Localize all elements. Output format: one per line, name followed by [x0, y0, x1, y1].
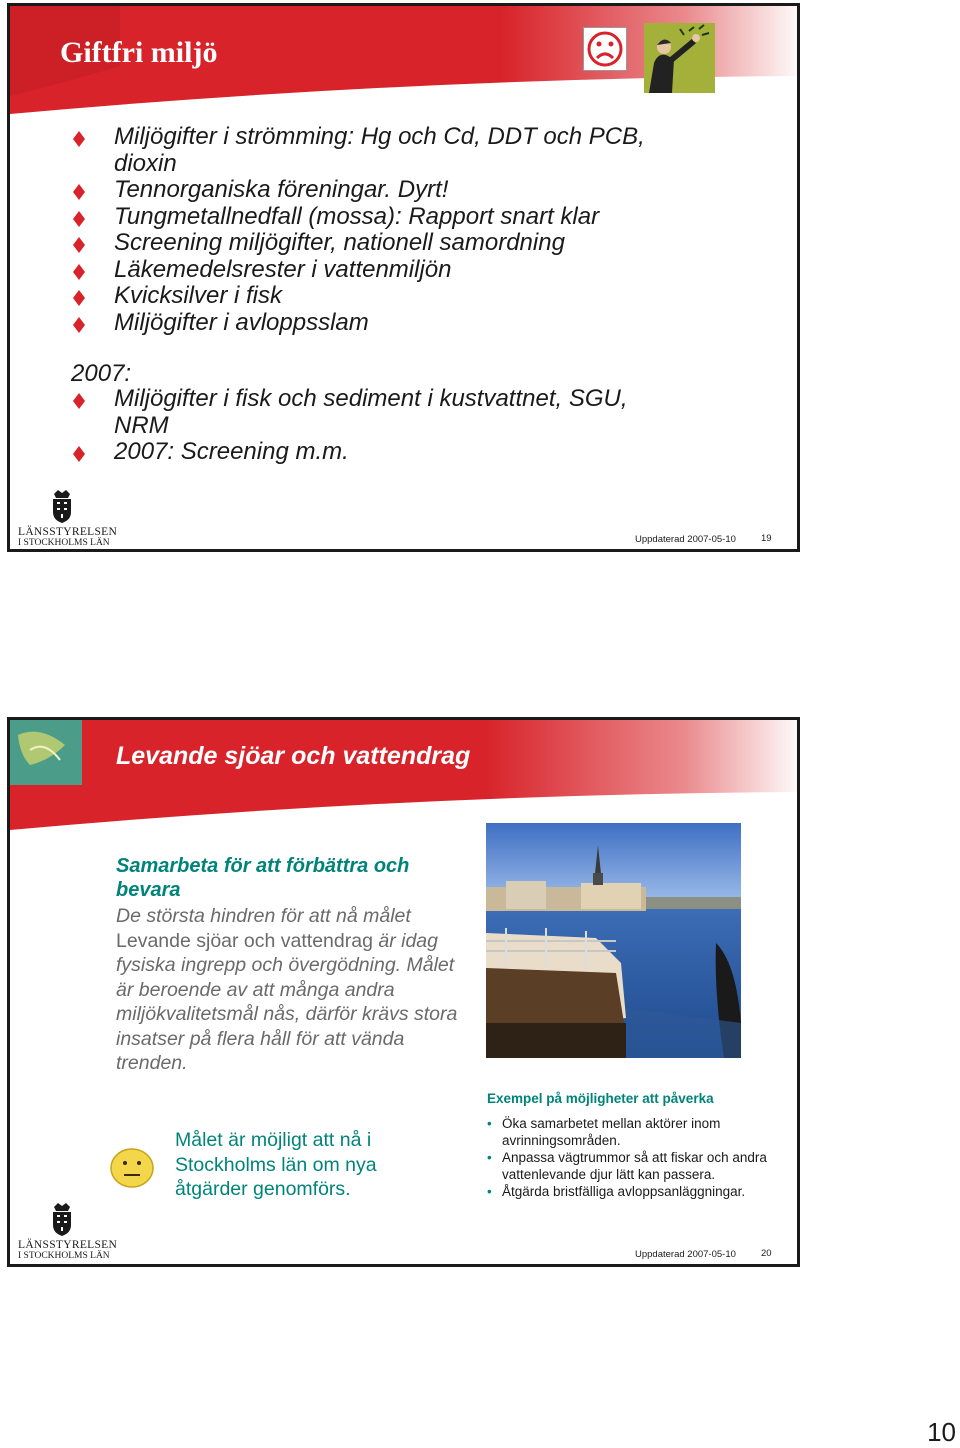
- crown-crest-icon: [50, 1201, 74, 1237]
- diamond-bullet-icon: [73, 264, 85, 280]
- diamond-bullet-icon: [73, 237, 85, 253]
- diamond-bullet-icon: [73, 446, 85, 462]
- stockholm-lake-photo: [486, 823, 741, 1058]
- updated-date: Uppdaterad 2007-05-10: [635, 534, 736, 545]
- list-item: Tungmetallnedfall (mossa): Rapport snart klar: [70, 204, 674, 231]
- diamond-bullet-icon: [73, 290, 85, 306]
- examples-list: [487, 1115, 777, 1200]
- bullet-list-2007: [70, 386, 674, 466]
- header-band: [10, 720, 797, 830]
- list-item: • Öka samarbetet mellan aktörer inom avrinningsområden.: [487, 1115, 777, 1149]
- list-item: • Anpassa vägtrummor så att fiskar och andra vattenlevande djur lätt kan passera.: [487, 1149, 777, 1183]
- list-item: Screening miljögifter, nationell samordning: [70, 230, 674, 257]
- slide-title: Giftfri miljö: [60, 36, 218, 69]
- section-heading: Samarbeta för att förbättra och bevara: [116, 855, 410, 901]
- lansstyrelsen-logo: LÄNSSTYRELSEN I STOCKHOLMS LÄN: [18, 488, 110, 552]
- slide-number: 19: [761, 533, 772, 544]
- diamond-bullet-icon: [73, 211, 85, 227]
- updated-date: Uppdaterad 2007-05-10: [635, 1249, 736, 1260]
- lansstyrelsen-logo: LÄNSSTYRELSEN I STOCKHOLMS LÄN: [18, 1201, 110, 1267]
- list-item: Tennorganiska föreningar. Dyrt!: [70, 177, 674, 204]
- diamond-bullet-icon: [73, 184, 85, 200]
- list-item: Kvicksilver i fisk: [70, 283, 674, 310]
- list-item: 2007: Screening m.m.: [70, 439, 674, 466]
- diamond-bullet-icon: [73, 317, 85, 333]
- person-illustration: [644, 23, 715, 93]
- neutral-face-icon: [110, 1148, 154, 1188]
- list-item: Miljögifter i strömming: Hg och Cd, DDT och PCB, dioxin: [70, 124, 674, 177]
- list-item: Miljögifter i fisk och sediment i kustvattnet, SGU, NRM: [70, 386, 674, 439]
- slide-20: [7, 717, 800, 1267]
- slide-number: 20: [761, 1248, 772, 1259]
- slide-title: Levande sjöar och vattendrag: [116, 742, 471, 770]
- bullet-list: [70, 124, 674, 336]
- diamond-bullet-icon: [73, 393, 85, 409]
- list-item: Läkemedelsrester i vattenmiljön: [70, 257, 674, 284]
- examples-title: Exempel på möjligheter att påverka: [487, 1091, 714, 1106]
- diamond-bullet-icon: [73, 131, 85, 147]
- goal-statement: Målet är möjligt att nå i Stockholms län om nya åtgärder genomförs.: [175, 1129, 377, 1200]
- list-item: • Åtgärda bristfälliga avloppsanläggningar.: [487, 1183, 777, 1200]
- body-text: De största hindren för att nå målet Levande sjöar och vattendrag är idag fysiska ingrepp och övergödning. Målet är beroende av att många andra miljökvalitetsmål nås, därför krävs stora insatser på flera håll för att vända trenden.: [116, 905, 458, 1074]
- list-item: Miljögifter i avloppsslam: [70, 310, 674, 337]
- year-label: 2007:: [71, 360, 132, 387]
- sad-face-icon: [583, 27, 627, 71]
- crown-crest-icon: [50, 488, 74, 524]
- document-page-number: 10: [927, 1417, 956, 1447]
- slide-19: [7, 3, 800, 552]
